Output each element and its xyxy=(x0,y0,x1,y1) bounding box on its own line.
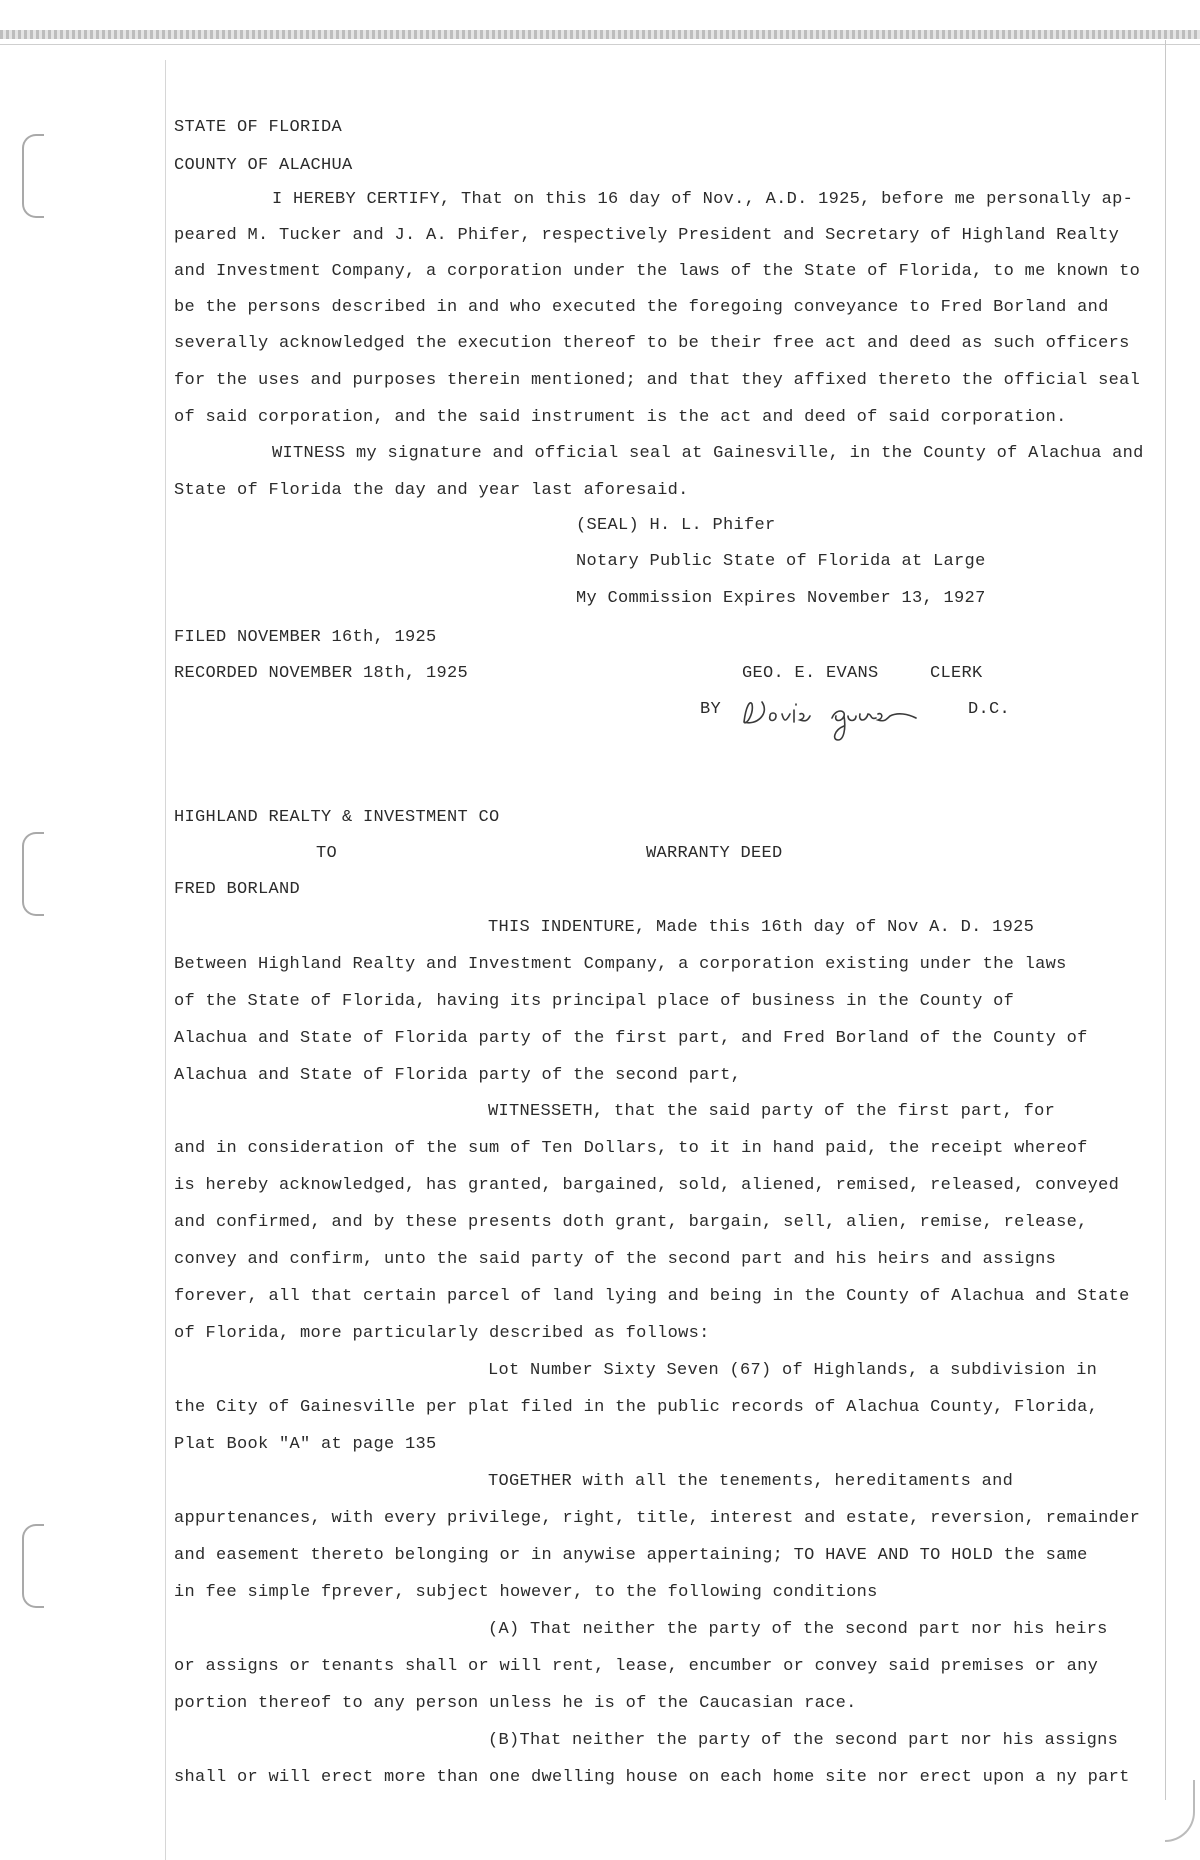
right-page-edge xyxy=(1165,40,1166,1800)
to-label: TO xyxy=(316,844,338,863)
deed-line: (B)That neither the party of the second part nor his assigns xyxy=(488,1731,1119,1750)
by-label: BY xyxy=(700,700,722,719)
ack-line: State of Florida the day and year last aforesaid. xyxy=(174,481,689,500)
deed-line: forever, all that certain parcel of land lying and being in the County of Alachua and State xyxy=(174,1287,1130,1306)
page-corner-curl xyxy=(1165,1780,1195,1842)
deed-line: Alachua and State of Florida party of the second part, xyxy=(174,1066,742,1085)
state-heading: STATE OF FLORIDA xyxy=(174,118,343,137)
notary-line: Notary Public State of Florida at Large xyxy=(576,552,986,571)
dc-label: D.C. xyxy=(968,700,1011,719)
grantee-heading: FRED BORLAND xyxy=(174,880,301,899)
filed-date: FILED NOVEMBER 16th, 1925 xyxy=(174,628,437,647)
deed-line: the City of Gainesville per plat filed in the public records of Alachua County, Florida, xyxy=(174,1398,1099,1417)
deed-line: TOGETHER with all the tenements, hereditaments and xyxy=(488,1472,1014,1491)
clerk-name: GEO. E. EVANS xyxy=(742,664,879,683)
deed-line: Lot Number Sixty Seven (67) of Highlands, a subdivision in xyxy=(488,1361,1098,1380)
left-margin-rule xyxy=(165,60,166,1860)
seal-line: (SEAL) H. L. Phifer xyxy=(576,516,776,535)
top-border xyxy=(0,30,1200,39)
recorded-date: RECORDED NOVEMBER 18th, 1925 xyxy=(174,664,469,683)
deed-line: and in consideration of the sum of Ten Dollars, to it in hand paid, the receipt whereof xyxy=(174,1139,1088,1158)
binder-hole xyxy=(22,832,44,916)
deed-line: is hereby acknowledged, has granted, bargained, sold, aliened, remised, released, conveyed xyxy=(174,1176,1120,1195)
deed-line: in fee simple fprever, subject however, to the following conditions xyxy=(174,1583,878,1602)
ack-line: be the persons described in and who executed the foregoing conveyance to Fred Borland and xyxy=(174,298,1109,317)
binder-hole xyxy=(22,134,44,218)
ack-line: of said corporation, and the said instrument is the act and deed of said corporation. xyxy=(174,408,1067,427)
deed-line: or assigns or tenants shall or will rent, lease, encumber or convey said premises or any xyxy=(174,1657,1099,1676)
deed-line: THIS INDENTURE, Made this 16th day of Nov A. D. 1925 xyxy=(488,918,1035,937)
deed-line: convey and confirm, unto the said party of the second part and his heirs and assigns xyxy=(174,1250,1057,1269)
deed-line: and easement thereto belonging or in anywise appertaining; TO HAVE AND TO HOLD the same xyxy=(174,1546,1088,1565)
ack-line: WITNESS my signature and official seal at Gainesville, in the County of Alachua and xyxy=(272,444,1144,463)
deed-line: of the State of Florida, having its principal place of business in the County of xyxy=(174,992,1015,1011)
deed-line: portion thereof to any person unless he is of the Caucasian race. xyxy=(174,1694,857,1713)
deed-line: WITNESSETH, that the said party of the first part, for xyxy=(488,1102,1056,1121)
ack-line: severally acknowledged the execution thereof to be their free act and deed as such officers xyxy=(174,334,1130,353)
clerk-title: CLERK xyxy=(930,664,983,683)
deputy-clerk-signature xyxy=(740,692,940,744)
deed-line: Plat Book "A" at page 135 xyxy=(174,1435,437,1454)
ack-line: and Investment Company, a corporation under the laws of the State of Florida, to me known to xyxy=(174,262,1141,281)
deed-line: Alachua and State of Florida party of the first part, and Fred Borland of the County of xyxy=(174,1029,1088,1048)
county-heading: COUNTY OF ALACHUA xyxy=(174,156,353,175)
ack-line: for the uses and purposes therein mentioned; and that they affixed thereto the official seal xyxy=(174,371,1141,390)
binder-hole xyxy=(22,1524,44,1608)
deed-line: of Florida, more particularly described as follows: xyxy=(174,1324,710,1343)
deed-line: and confirmed, and by these presents doth grant, bargain, sell, alien, remise, release, xyxy=(174,1213,1088,1232)
deed-line: Between Highland Realty and Investment Company, a corporation existing under the laws xyxy=(174,955,1067,974)
deed-line: appurtenances, with every privilege, right, title, interest and estate, reversion, remainder xyxy=(174,1509,1141,1528)
deed-line: (A) That neither the party of the second part nor his heirs xyxy=(488,1620,1108,1639)
deed-title: WARRANTY DEED xyxy=(646,844,783,863)
grantor-heading: HIGHLAND REALTY & INVESTMENT CO xyxy=(174,808,500,827)
top-border-thin xyxy=(0,44,1200,45)
ack-line: peared M. Tucker and J. A. Phifer, respectively President and Secretary of Highland Realty xyxy=(174,226,1120,245)
commission-line: My Commission Expires November 13, 1927 xyxy=(576,589,986,608)
ack-line: I HEREBY CERTIFY, That on this 16 day of Nov., A.D. 1925, before me personally ap- xyxy=(272,190,1134,209)
deed-line: shall or will erect more than one dwelling house on each home site nor erect upon a ny part xyxy=(174,1768,1130,1787)
